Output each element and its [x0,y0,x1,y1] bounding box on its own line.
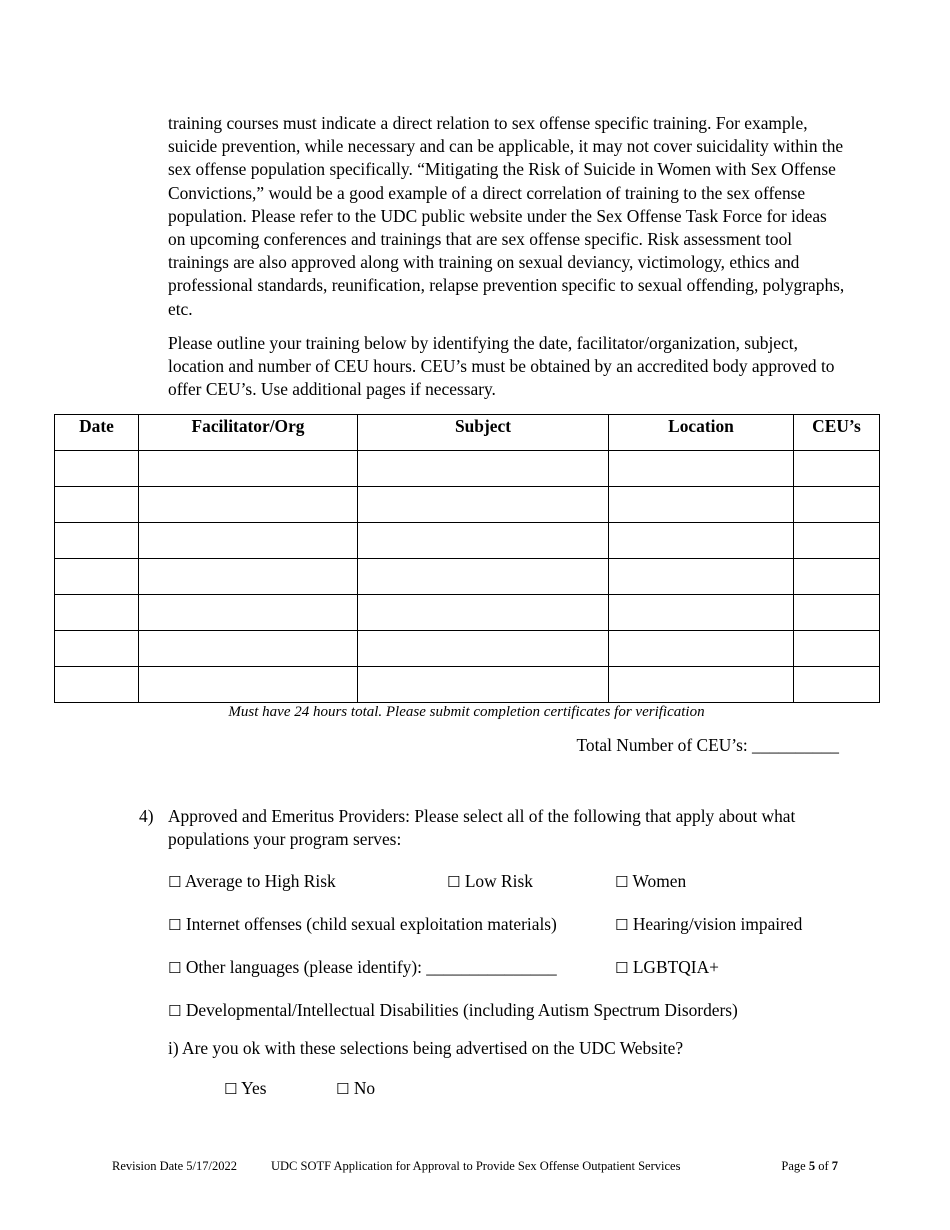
facilitator-cell[interactable] [139,523,358,559]
ceus-cell[interactable] [794,523,880,559]
facilitator-cell[interactable] [139,451,358,487]
header-date: Date [55,415,139,451]
option-label: Internet offenses (child sexual exploitation materials) [185,914,557,934]
training-table-header-row [55,415,880,451]
header-ceus: CEU’s [794,415,880,451]
ceus-cell[interactable] [794,487,880,523]
header-subject: Subject [358,415,609,451]
facilitator-cell[interactable] [139,631,358,667]
option-label: Low Risk [464,871,533,891]
table-row [55,667,880,703]
facilitator-cell[interactable] [139,559,358,595]
checkbox-icon[interactable]: ☐ [224,1080,238,1098]
question-number: 4) [139,806,154,826]
sub-question: i) Are you ok with these selections being advertised on the UDC Website? [168,1038,684,1058]
training-table [54,414,880,703]
table-row [55,523,880,559]
footer-page [781,1159,838,1174]
intro-paragraph-2: Please outline your training below by identifying the date, facilitator/organization, subject, location and number of CEU hours. CEU’s must be obtained by an accredited body approved to offer CEU’s. Use additional pages if necessary. [168,333,835,400]
ceus-cell[interactable] [794,595,880,631]
checkbox-icon[interactable]: ☐ [168,916,182,934]
checkbox-icon[interactable]: ☐ [168,959,182,977]
option-label: Developmental/Intellectual Disabilities (including Autism Spectrum Disorders) [185,1000,738,1020]
checkbox-icon[interactable]: ☐ [168,873,182,891]
ceus-cell[interactable] [794,451,880,487]
checkbox-icon[interactable]: ☐ [615,873,629,891]
ceus-cell[interactable] [794,559,880,595]
intro-paragraph-1: training courses must indicate a direct relation to sex offense specific training. For example, suicide prevention, while necessary and can be applicable, it may not cover suicidality within the sex offense population specifically. “Mitigating the Risk of Suicide in Women with Sex Offense Convictions,” would be a good example of a direct correlation of training to the sex offense population. Please refer to the UDC public website under the Sex Offense Task Force for ideas on upcoming conferences and trainings that are sex offense specific. Risk assessment tool trainings are also approved along with training on sexual deviancy, victimology, ethics and professional standards, reunification, relapse prevention specific to sexual offending, polygraphs, etc. [168,113,845,319]
facilitator-cell[interactable] [139,487,358,523]
of-word: of [818,1159,829,1173]
subject-cell[interactable] [358,595,609,631]
location-cell[interactable] [609,451,794,487]
subject-cell[interactable] [358,559,609,595]
date-cell[interactable] [55,631,139,667]
table-row [55,487,880,523]
checkbox-icon[interactable]: ☐ [168,1002,182,1020]
subject-cell[interactable] [358,487,609,523]
option-label: No [353,1078,376,1098]
checkbox-icon[interactable]: ☐ [336,1080,350,1098]
table-row [55,631,880,667]
table-row [55,595,880,631]
checkbox-icon[interactable]: ☐ [615,916,629,934]
date-cell[interactable] [55,667,139,703]
footer-title: UDC SOTF Application for Approval to Provide Sex Offense Outpatient Services [271,1159,681,1173]
subject-cell[interactable] [358,523,609,559]
facilitator-cell[interactable] [139,667,358,703]
option-no[interactable] [336,1077,375,1101]
page-number: 5 [808,1159,816,1173]
subject-cell[interactable] [358,631,609,667]
page-word: Page [781,1159,806,1173]
location-cell[interactable] [609,595,794,631]
subject-cell[interactable] [358,451,609,487]
header-facilitator: Facilitator/Org [139,415,358,451]
option-label: Women [632,871,687,891]
checkbox-icon[interactable]: ☐ [447,873,461,891]
option-women[interactable] [615,870,686,894]
date-cell[interactable] [55,487,139,523]
location-cell[interactable] [609,523,794,559]
ceus-cell[interactable] [794,667,880,703]
option-yes[interactable] [224,1077,266,1101]
option-average-high-risk[interactable] [168,870,336,894]
option-label: LGBTQIA+ [632,957,719,977]
option-label: Hearing/vision impaired [632,914,803,934]
option-lgbtqia[interactable] [615,956,719,980]
question-text: Approved and Emeritus Providers: Please select all of the following that apply about what populations your program serves: [168,806,796,850]
facilitator-cell[interactable] [139,595,358,631]
location-cell[interactable] [609,559,794,595]
location-cell[interactable] [609,631,794,667]
location-cell[interactable] [609,667,794,703]
table-row [55,451,880,487]
total-ceus-blank[interactable]: __________ [752,735,839,755]
option-label: Yes [241,1078,267,1098]
total-ceus-label: Total Number of CEU’s: [576,735,748,755]
header-location: Location [609,415,794,451]
total-ceus [576,734,839,757]
footer-revision: Revision Date 5/17/2022 [112,1159,237,1173]
date-cell[interactable] [55,523,139,559]
date-cell[interactable] [55,559,139,595]
ceus-cell[interactable] [794,631,880,667]
option-developmental[interactable] [168,999,738,1023]
option-label: Other languages (please identify): _______________ [185,957,557,977]
option-internet-offenses[interactable] [168,913,557,937]
subject-cell[interactable] [358,667,609,703]
option-other-languages[interactable] [168,956,557,980]
checkbox-icon[interactable]: ☐ [615,959,629,977]
date-cell[interactable] [55,451,139,487]
table-row [55,559,880,595]
table-note: Must have 24 hours total. Please submit completion certificates for verification [228,704,705,720]
option-low-risk[interactable] [447,870,533,894]
option-label: Average to High Risk [184,871,336,891]
location-cell[interactable] [609,487,794,523]
option-hearing-vision[interactable] [615,913,802,937]
date-cell[interactable] [55,595,139,631]
page-total: 7 [831,1159,838,1173]
